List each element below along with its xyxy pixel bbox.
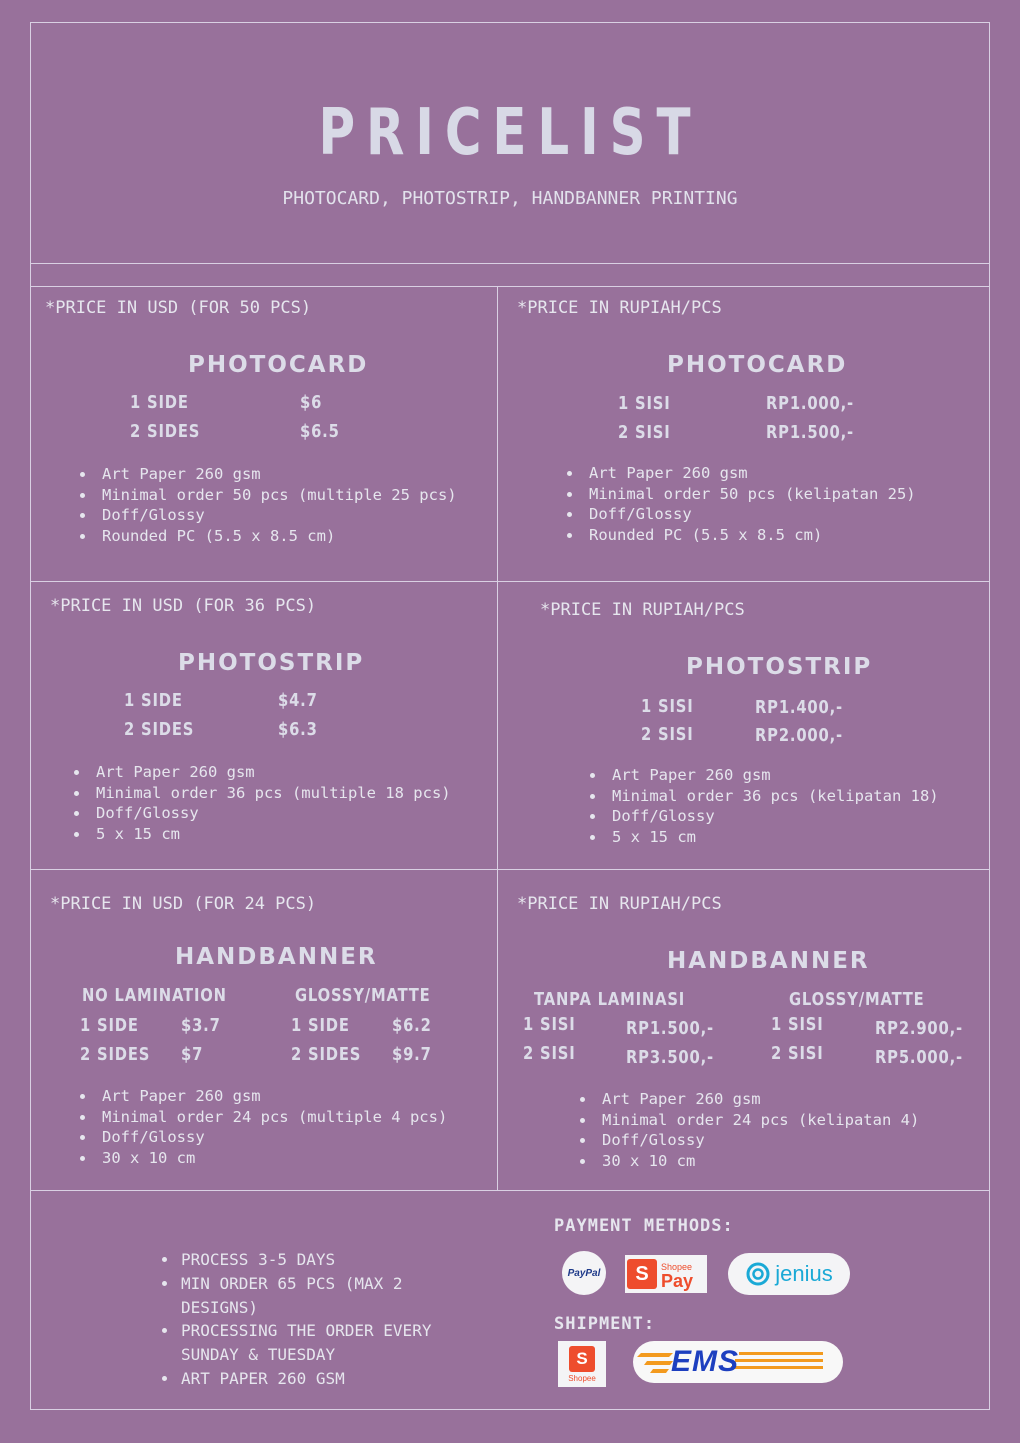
list-item: Minimal order 24 pcs (kelipatan 4) [576,1110,919,1131]
list-item: PROCESSING THE ORDER EVERY SUNDAY & TUESDAY [160,1319,480,1367]
option-price: RP1.500,- [766,422,854,443]
list-item: ART PAPER 260 GSM [160,1367,480,1391]
option-label: 1 SIDE [124,690,183,711]
list-item: Minimal order 50 pcs (multiple 25 pcs) [76,485,457,506]
shopeepay-logo [625,1255,707,1293]
product-title: PHOTOCARD [188,352,369,378]
jenius-icon [745,1261,771,1287]
paypal-logo-text: PayPal [567,1267,601,1279]
option-label: 1 SIDE [80,1015,139,1036]
list-item: Art Paper 260 gsm [70,762,451,783]
option-price: RP2.000,- [755,725,843,746]
list-item: 30 x 10 cm [576,1151,919,1172]
price-note: *PRICE IN USD (FOR 36 PCS) [50,596,317,616]
list-item: Minimal order 24 pcs (multiple 4 pcs) [76,1107,447,1128]
list-item: Doff/Glossy [586,806,939,827]
option-label: 1 SISI [523,1014,576,1035]
list-item: 5 x 15 cm [70,824,451,845]
option-price: $7 [181,1044,204,1065]
spec-list [576,1089,919,1171]
option-price: RP3.500,- [626,1047,714,1068]
option-label: 1 SIDE [130,392,189,413]
price-note: *PRICE IN RUPIAH/PCS [517,298,722,318]
list-item: Minimal order 36 pcs (multiple 18 pcs) [70,783,451,804]
product-title: PHOTOSTRIP [686,654,873,680]
ems-logo-text: EMS [671,1345,740,1378]
list-item: Rounded PC (5.5 x 8.5 cm) [563,525,916,546]
option-label: 1 SIDE [291,1015,350,1036]
list-item: Art Paper 260 gsm [563,463,916,484]
column-heading: GLOSSY/MATTE [789,989,925,1010]
option-label: 2 SIDES [130,421,201,442]
price-note: *PRICE IN USD (FOR 50 PCS) [45,298,312,318]
list-item: Art Paper 260 gsm [76,1086,447,1107]
divider [497,286,498,1190]
option-label: 2 SISI [523,1043,576,1064]
option-price: $3.7 [181,1015,221,1036]
product-title: PHOTOSTRIP [178,650,365,676]
divider [30,1190,990,1191]
paypal-logo [562,1251,606,1295]
list-item: Doff/Glossy [563,504,916,525]
spec-list [586,765,939,847]
list-item: Art Paper 260 gsm [76,464,457,485]
divider [30,581,990,582]
column-heading: GLOSSY/MATTE [295,985,431,1006]
list-item: Doff/Glossy [76,1127,447,1148]
jenius-logo [728,1253,850,1295]
shopee-bag-icon: S [569,1346,595,1372]
list-item: Art Paper 260 gsm [586,765,939,786]
ems-logo [633,1341,843,1383]
option-price: RP1.400,- [755,697,843,718]
shopee-logo-text: Shopee [568,1373,596,1383]
price-note: *PRICE IN USD (FOR 24 PCS) [50,894,317,914]
option-price: RP1.000,- [766,393,854,414]
option-price: RP1.500,- [626,1018,714,1039]
jenius-logo-text: jenius [775,1261,833,1286]
option-label: 2 SIDES [291,1044,362,1065]
column-heading: TANPA LAMINASI [534,989,686,1010]
page-frame [30,22,990,1410]
list-item: Art Paper 260 gsm [576,1089,919,1110]
shopeepay-label-1: Shopee [661,1262,693,1272]
shopee-logo [558,1341,606,1387]
list-item: 5 x 15 cm [586,827,939,848]
product-title: HANDBANNER [175,944,378,970]
order-notes [160,1248,480,1391]
product-title: PHOTOCARD [667,352,848,378]
spec-list [76,464,457,546]
column-heading: NO LAMINATION [82,985,227,1006]
option-label: 1 SISI [641,696,694,717]
option-price: $6.3 [278,719,318,740]
option-price: $6.5 [300,421,340,442]
list-item: Doff/Glossy [70,803,451,824]
payment-heading: PAYMENT METHODS: [554,1216,734,1236]
price-note: *PRICE IN RUPIAH/PCS [540,600,745,620]
list-item: 30 x 10 cm [76,1148,447,1169]
shipment-heading: SHIPMENT: [554,1314,656,1334]
product-title: HANDBANNER [667,948,870,974]
option-price: RP5.000,- [875,1047,963,1068]
option-price: $6.2 [392,1015,432,1036]
option-label: 2 SISI [771,1043,824,1064]
option-label: 1 SISI [618,393,671,414]
option-label: 2 SISI [641,724,694,745]
option-label: 2 SISI [618,422,671,443]
option-price: $4.7 [278,690,318,711]
divider [30,263,990,264]
list-item: PROCESS 3-5 DAYS [160,1248,480,1272]
option-price: $6 [300,392,323,413]
option-price: $9.7 [392,1044,432,1065]
list-item: Minimal order 50 pcs (kelipatan 25) [563,484,916,505]
list-item: Rounded PC (5.5 x 8.5 cm) [76,526,457,547]
divider [30,286,990,287]
list-item: MIN ORDER 65 PCS (MAX 2 DESIGNS) [160,1272,480,1320]
option-label: 2 SIDES [80,1044,151,1065]
spec-list [563,463,916,545]
price-note: *PRICE IN RUPIAH/PCS [517,894,722,914]
option-label: 2 SIDES [124,719,195,740]
option-label: 1 SISI [771,1014,824,1035]
list-item: Doff/Glossy [76,505,457,526]
page-title: PRICELIST [318,96,702,170]
list-item: Minimal order 36 pcs (kelipatan 18) [586,786,939,807]
spec-list [70,762,451,844]
divider [30,869,990,870]
shopeepay-label-2: Pay [661,1271,694,1291]
shopee-bag-icon: S [627,1259,657,1289]
list-item: Doff/Glossy [576,1130,919,1151]
spec-list [76,1086,447,1168]
page-subtitle: PHOTOCARD, PHOTOSTRIP, HANDBANNER PRINTING [282,188,738,209]
option-price: RP2.900,- [875,1018,963,1039]
